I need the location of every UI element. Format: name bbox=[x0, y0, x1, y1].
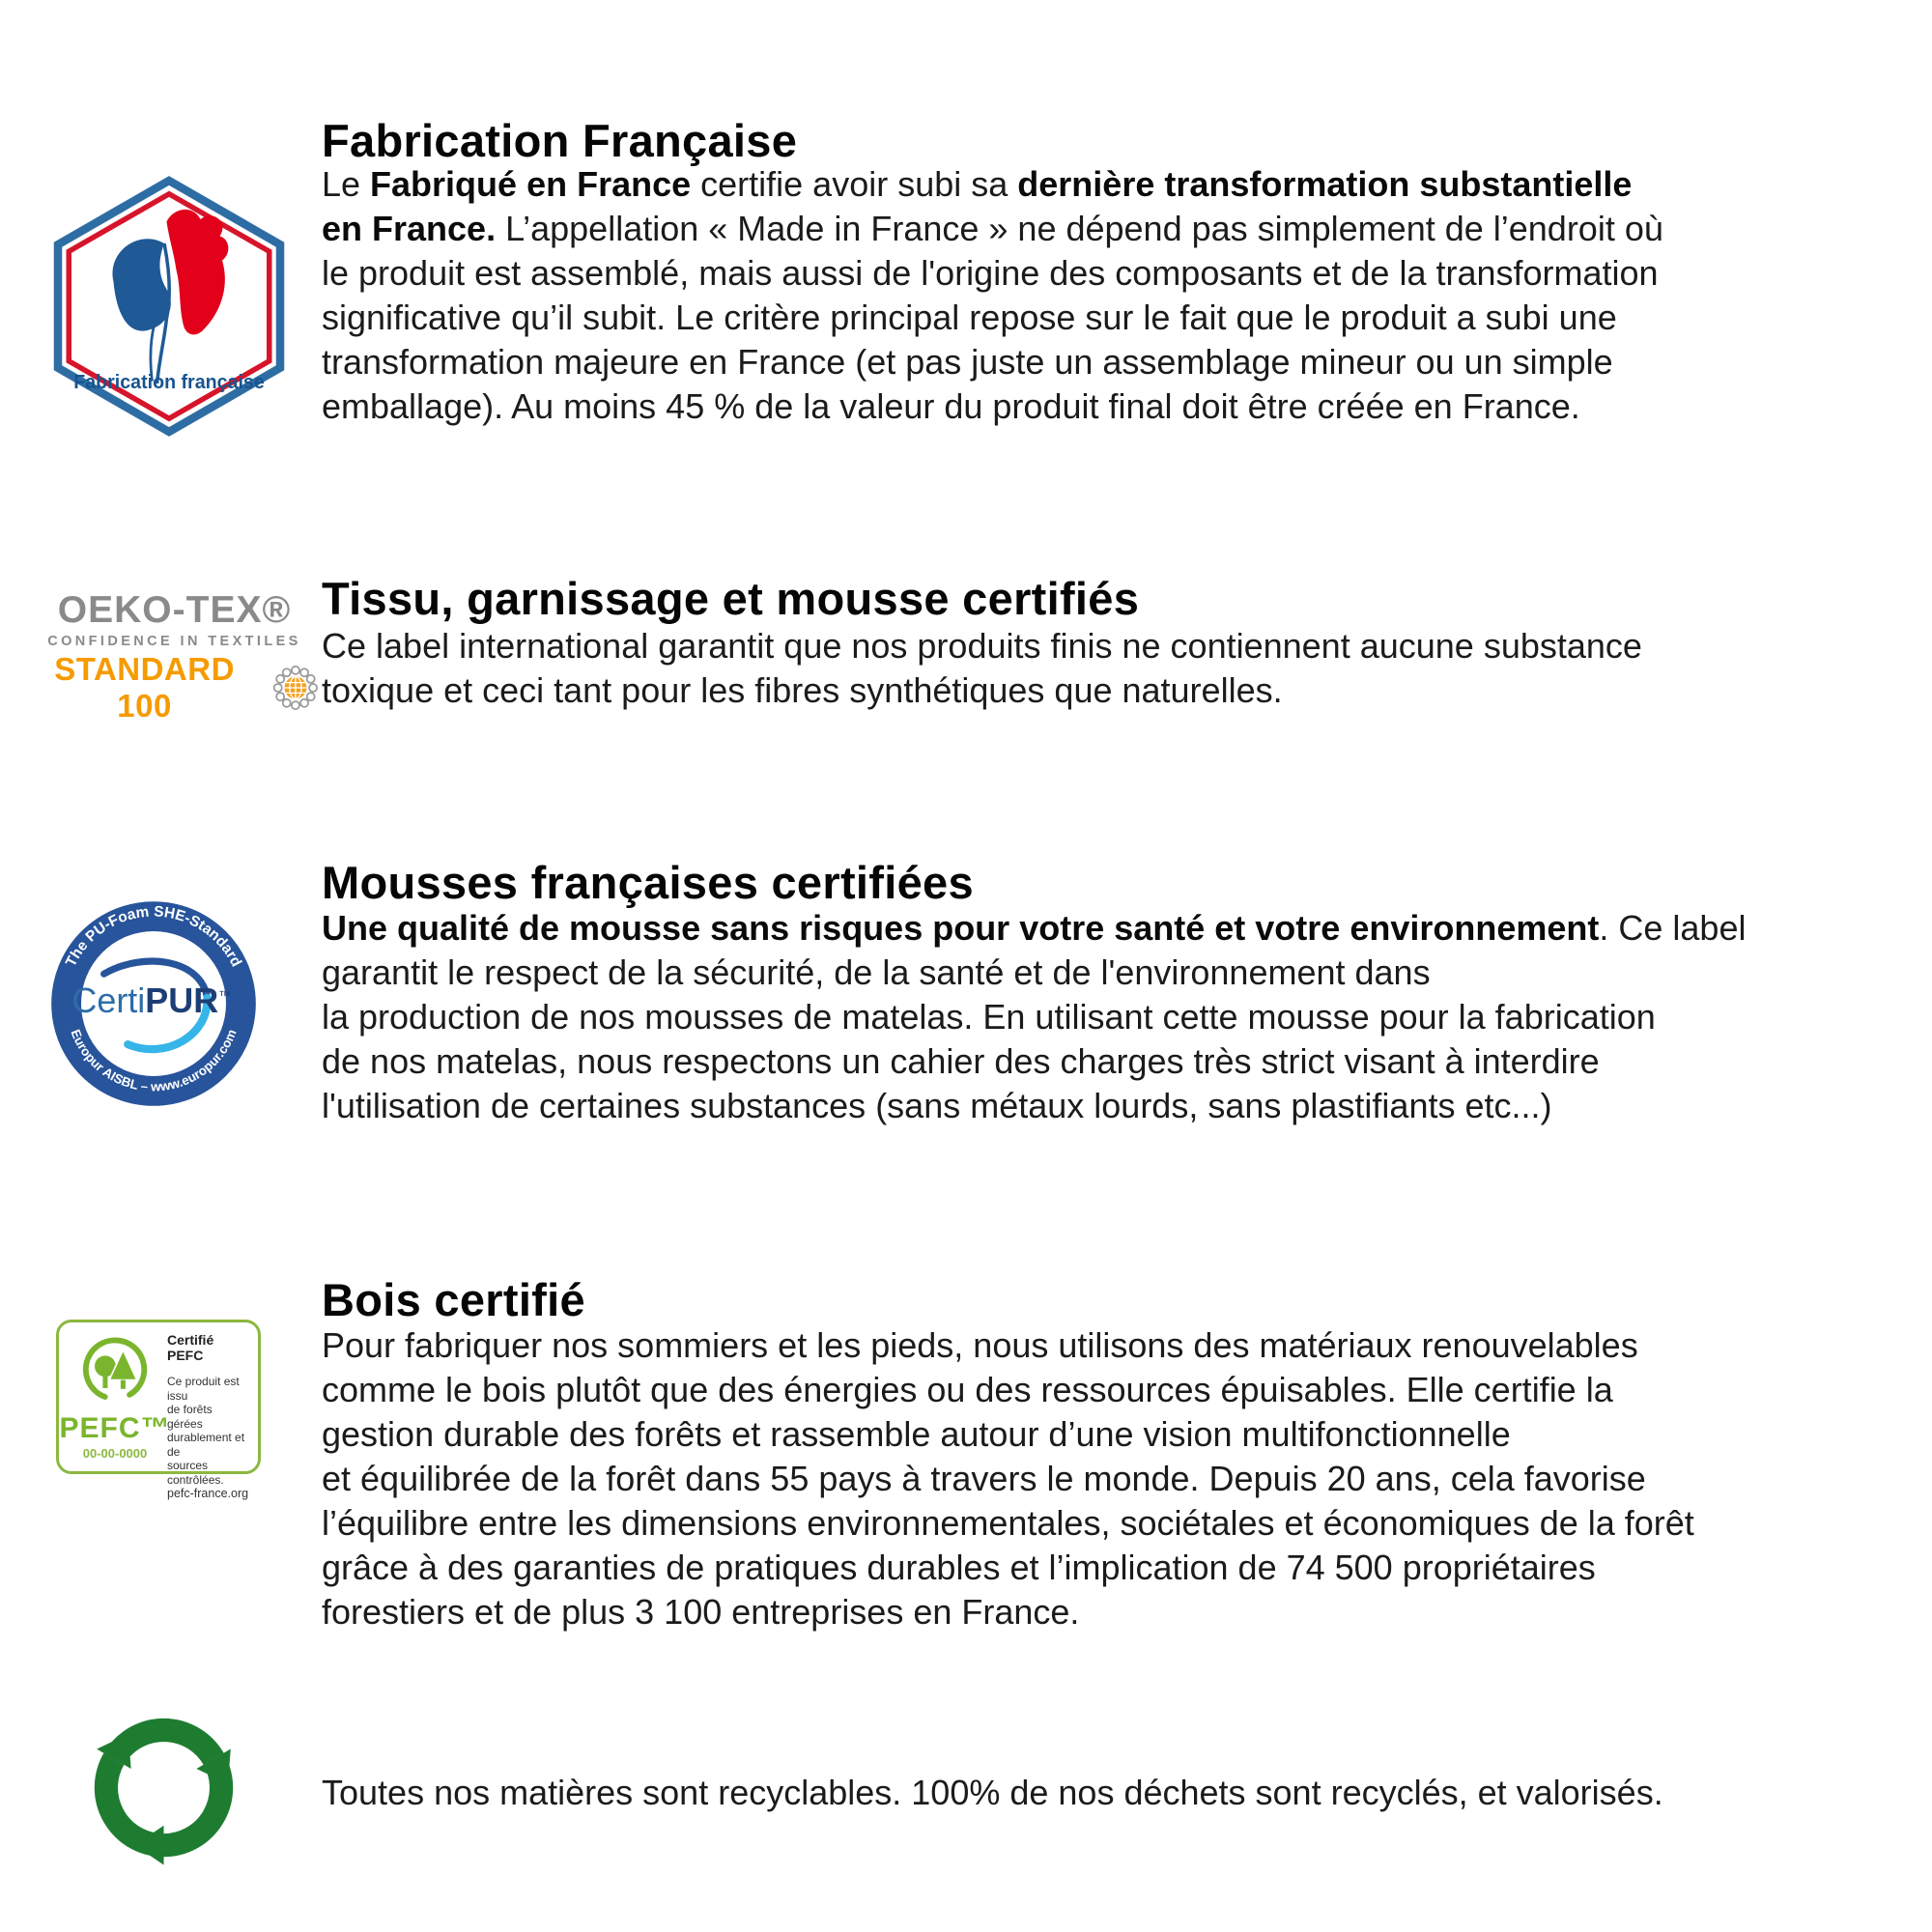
section-title-bois: Bois certifié bbox=[322, 1274, 585, 1325]
pefc-trees-icon bbox=[74, 1332, 156, 1413]
certipur-arc-bottom-text: Europur AISBL – www.europur.com bbox=[68, 1027, 240, 1094]
certipur-arc-top-text: The PU-Foam SHE-Standard bbox=[62, 903, 245, 970]
pefc-website: pefc-france.org bbox=[167, 1487, 249, 1500]
pefc-description: Ce produit est issu de forêts gérées durablement et de sources contrôlées. bbox=[167, 1375, 245, 1487]
text-segment: Le bbox=[322, 164, 371, 204]
oeko-tex-standard-100: STANDARD 100 bbox=[54, 651, 235, 724]
text-segment-bold: dernière transformation substantielle en France. bbox=[322, 164, 1633, 248]
oeko-tex-subtitle: CONFIDENCE IN TEXTILES bbox=[47, 634, 301, 649]
section-paragraph-tissu bbox=[322, 624, 1896, 713]
certipur-text-certi: Certi bbox=[71, 980, 146, 1021]
pefc-certificate-card bbox=[56, 1320, 261, 1500]
section-paragraph-bois bbox=[322, 1323, 1896, 1634]
text-segment: . Ce label garantit le respect de la sécurité, de la santé et de l'environnement dans la production de nos mousses de matelas. En utilisant cette mousse pour la fabrication de nos matelas, nous respectons un cahier des charges très strict visant à interdire l'utilisation de certaines substances (sans métaux lourds, sans plastifiants etc...) bbox=[322, 908, 1747, 1125]
recycling-icon bbox=[70, 1690, 258, 1874]
badge-label: Fabrication française bbox=[73, 371, 265, 393]
oeko-tex-logo bbox=[27, 589, 322, 724]
text-segment: Ce label international garantit que nos produits finis ne contiennent aucune substance toxique et ceci tant pour les fibres synthétiques que naturelles. bbox=[322, 626, 1642, 710]
pefc-license-number: 00-00-0000 bbox=[82, 1446, 148, 1461]
section-paragraph-recyclage bbox=[322, 1771, 1925, 1815]
oeko-tex-flower-icon bbox=[270, 661, 322, 715]
text-segment: certifie avoir subi sa bbox=[691, 164, 1018, 204]
text-segment: L’appellation « Made in France » ne dépend pas simplement de l’endroit où le produit est assemblé, mais aussi de l'origine des composants et de la transformation significative qu’il subit. Le critère principal repose sur le fait que le produit a subi une transformation majeure en France (et pas juste un assemblage mineur ou un simple emballage). Au moins 45 % de la valeur du produit final doit être créée en France. bbox=[322, 209, 1663, 426]
oeko-tex-wordmark: OEKO-TEX® bbox=[57, 589, 292, 631]
text-segment: Pour fabriquer nos sommiers et les pieds, nous utilisons des matériaux renouvelables comme le bois plutôt que des énergies ou des ressources épuisables. Elle certifie la gestion durable des forêts et rassemble autour d’une vision multifonctionnelle et équilibrée de la forêt dans 55 pays à travers le monde. Depuis 20 ans, cela favorise l’équilibre entre les dimensions environnementales, sociétales et économiques de la forêt grâce à des garanties de pratiques durables et l’implication de 74 500 propriétaires forestiers et de plus 3 100 entreprises en France. bbox=[322, 1325, 1694, 1632]
pefc-wordmark: PEFC™ bbox=[59, 1412, 171, 1444]
fabrication-francaise-badge-icon bbox=[48, 172, 290, 440]
svg-text:CertiPUR™ bbox=[71, 980, 231, 1020]
text-segment: Toutes nos matières sont recyclables. 100% de nos déchets sont recyclés, et valorisés. bbox=[322, 1773, 1663, 1812]
section-paragraph-fabrication bbox=[322, 162, 1896, 429]
section-paragraph-mousses bbox=[322, 906, 1896, 1128]
pefc-certified-label: Certifié PEFC bbox=[167, 1332, 214, 1363]
section-title-tissu: Tissu, garnissage et mousse certifiés bbox=[322, 573, 1140, 624]
certipur-tm: ™ bbox=[218, 987, 232, 1003]
section-title-fabrication: Fabrication Française bbox=[322, 115, 798, 166]
text-segment-bold: Fabriqué en France bbox=[370, 164, 692, 204]
text-segment-bold: Une qualité de mousse sans risques pour votre santé et votre environnement bbox=[322, 908, 1600, 948]
section-title-mousses: Mousses françaises certifiées bbox=[322, 857, 974, 908]
certipur-text-pur: PUR bbox=[145, 980, 219, 1021]
certipur-logo-icon bbox=[44, 895, 263, 1113]
